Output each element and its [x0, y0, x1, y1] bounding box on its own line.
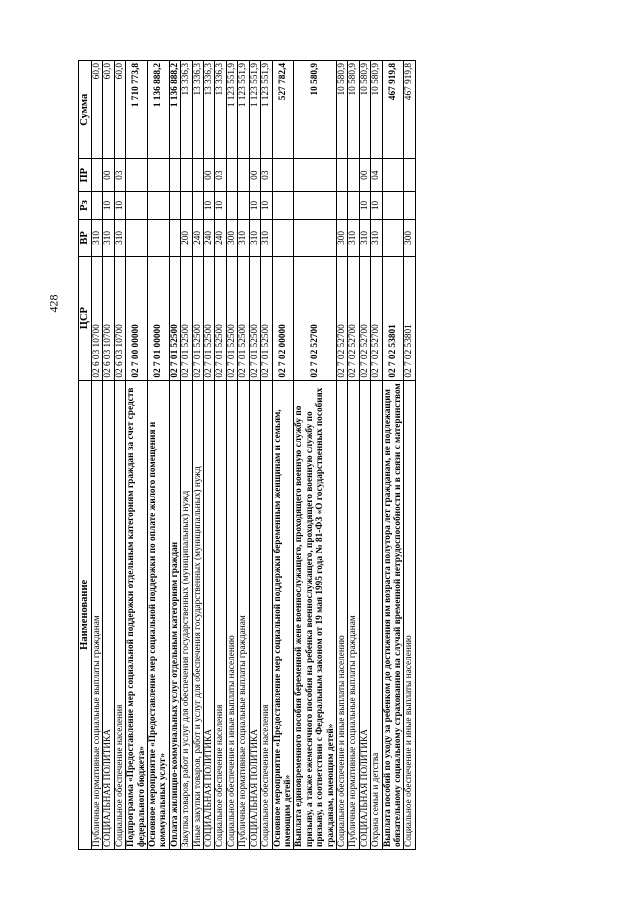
cell-name: Иные закупки товаров, работ и услуг для обеспечения государственных (муниципальных) нужд: [192, 380, 203, 849]
table-row: [261, 61, 272, 850]
cell-rz: 10: [249, 191, 260, 219]
cell-vr: 240: [215, 220, 226, 256]
cell-pr: [404, 159, 415, 191]
cell-sum: 13 336,3: [192, 61, 203, 160]
cell-vr: 310: [261, 220, 272, 256]
cell-csr: 02 7 02 52700: [336, 256, 347, 380]
cell-rz: [348, 191, 359, 219]
cell-rz: [181, 191, 192, 219]
cell-name: Публичные нормативные социальные выплаты гражданам: [92, 380, 103, 849]
cell-rz: [126, 191, 148, 219]
header-pr: ПР: [79, 159, 92, 191]
cell-name: СОЦИАЛЬНАЯ ПОЛИТИКА: [103, 380, 114, 849]
table-row: [103, 61, 114, 850]
table-row: [114, 61, 125, 850]
cell-name: Оплата жилищно-коммунальных услуг отдельным категориям граждан: [169, 380, 180, 849]
cell-vr: 240: [192, 220, 203, 256]
cell-pr: [336, 159, 347, 191]
cell-name: Социальное обеспечение и иные выплаты населению: [336, 380, 347, 849]
cell-csr: 02 7 01 52500: [204, 256, 215, 380]
cell-pr: [294, 159, 337, 191]
cell-csr: 02 6 03 10700: [92, 256, 103, 380]
cell-sum: 13 336,3: [181, 61, 192, 160]
cell-vr: 310: [114, 220, 125, 256]
cell-rz: 10: [261, 191, 272, 219]
cell-csr: 02 7 01 52500: [192, 256, 203, 380]
cell-csr: 02 7 01 00000: [148, 256, 170, 380]
table-row: [238, 61, 249, 850]
cell-rz: [92, 191, 103, 219]
cell-name: Закупка товаров, работ и услуг для обеспечения государственных (муниципальных) нужд: [181, 380, 192, 849]
cell-name: Публичные нормативные социальные выплаты гражданам: [238, 380, 249, 849]
cell-pr: 03: [261, 159, 272, 191]
cell-rz: 10: [371, 191, 382, 219]
cell-csr: 02 7 01 52500: [249, 256, 260, 380]
cell-sum: 1 136 888,2: [148, 61, 170, 160]
cell-sum: 10 580,9: [336, 61, 347, 160]
cell-name: Социальное обеспечение населения: [114, 380, 125, 849]
cell-rz: 10: [114, 191, 125, 219]
cell-vr: 310: [103, 220, 114, 256]
cell-csr: 02 7 02 52700: [371, 256, 382, 380]
cell-name: Основное мероприятие «Предоставление мер социальной поддержки по оплате жилого помещения и коммунальных услуг»: [148, 380, 170, 849]
cell-name: Подпрограмма «Предоставление мер социальной поддержки отдельным категориям граждан за счет средств федерального бюджета»: [126, 380, 148, 849]
cell-sum: 60,0: [92, 61, 103, 160]
cell-sum: 527 782,4: [272, 61, 294, 160]
cell-pr: 00: [204, 159, 215, 191]
cell-name: Социальное обеспечение и иные выплаты населению: [226, 380, 237, 849]
cell-csr: 02 7 00 00000: [126, 256, 148, 380]
cell-sum: 10 580,9: [348, 61, 359, 160]
cell-csr: 02 7 01 52500: [215, 256, 226, 380]
cell-vr: 300: [226, 220, 237, 256]
cell-vr: [272, 220, 294, 256]
cell-name: Основное мероприятие «Предоставление мер социальной поддержки беременным женщинам и семьям, имеющим детей»: [272, 380, 294, 849]
cell-rz: [226, 191, 237, 219]
cell-csr: 02 6 03 10700: [103, 256, 114, 380]
cell-vr: [382, 220, 404, 256]
cell-sum: 13 336,3: [215, 61, 226, 160]
table-header-row: [79, 61, 92, 850]
cell-pr: [92, 159, 103, 191]
cell-csr: 02 7 02 52700: [348, 256, 359, 380]
cell-pr: 03: [215, 159, 226, 191]
table-row: [404, 61, 415, 850]
table-row: [204, 61, 215, 850]
table-row: [348, 61, 359, 850]
cell-vr: [126, 220, 148, 256]
cell-csr: 02 7 01 52500: [238, 256, 249, 380]
cell-rz: [148, 191, 170, 219]
cell-name: СОЦИАЛЬНАЯ ПОЛИТИКА: [204, 380, 215, 849]
table-body: [92, 61, 416, 850]
cell-pr: [148, 159, 170, 191]
cell-pr: [348, 159, 359, 191]
table-row: [382, 61, 404, 850]
cell-pr: [382, 159, 404, 191]
cell-vr: 310: [238, 220, 249, 256]
budget-table-rotated-frame: [78, 60, 598, 850]
cell-sum: 1 123 551,9: [261, 61, 272, 160]
cell-name: Социальное обеспечение населения: [261, 380, 272, 849]
cell-name: Охрана семьи и детства: [371, 380, 382, 849]
table-row: [169, 61, 180, 850]
table-row: [192, 61, 203, 850]
cell-pr: [238, 159, 249, 191]
cell-sum: 1 123 551,9: [249, 61, 260, 160]
cell-pr: 00: [359, 159, 370, 191]
cell-csr: 02 7 02 00000: [272, 256, 294, 380]
table-row: [215, 61, 226, 850]
table-row: [294, 61, 337, 850]
cell-sum: 1 123 551,9: [226, 61, 237, 160]
table-row: [371, 61, 382, 850]
cell-pr: [169, 159, 180, 191]
cell-vr: 310: [92, 220, 103, 256]
cell-sum: 1 136 888,2: [169, 61, 180, 160]
cell-pr: 04: [371, 159, 382, 191]
cell-pr: [126, 159, 148, 191]
table-row: [249, 61, 260, 850]
cell-sum: 13 336,3: [204, 61, 215, 160]
cell-pr: 00: [103, 159, 114, 191]
cell-vr: [148, 220, 170, 256]
cell-csr: 02 6 03 10700: [114, 256, 125, 380]
table-row: [359, 61, 370, 850]
cell-rz: [192, 191, 203, 219]
cell-rz: 10: [204, 191, 215, 219]
cell-pr: [226, 159, 237, 191]
cell-rz: [238, 191, 249, 219]
cell-sum: 10 580,9: [371, 61, 382, 160]
cell-csr: 02 7 02 53801: [404, 256, 415, 380]
cell-pr: [272, 159, 294, 191]
cell-vr: 310: [371, 220, 382, 256]
cell-name: СОЦИАЛЬНАЯ ПОЛИТИКА: [249, 380, 260, 849]
cell-pr: [192, 159, 203, 191]
table-row: [226, 61, 237, 850]
cell-pr: 03: [114, 159, 125, 191]
cell-csr: 02 7 01 52500: [261, 256, 272, 380]
page-number: 428: [46, 294, 61, 312]
cell-vr: 310: [249, 220, 260, 256]
header-name: Наименование: [79, 380, 92, 849]
cell-sum: 10 580,9: [359, 61, 370, 160]
cell-pr: 00: [249, 159, 260, 191]
cell-vr: 240: [204, 220, 215, 256]
table-row: [181, 61, 192, 850]
cell-pr: [181, 159, 192, 191]
cell-vr: 300: [404, 220, 415, 256]
cell-rz: [404, 191, 415, 219]
cell-sum: 1 123 551,9: [238, 61, 249, 160]
header-rz: Рз: [79, 191, 92, 219]
cell-sum: 467 919,8: [382, 61, 404, 160]
budget-table: [78, 60, 416, 850]
cell-rz: [169, 191, 180, 219]
cell-csr: 02 7 01 52500: [181, 256, 192, 380]
cell-vr: 310: [348, 220, 359, 256]
cell-rz: [294, 191, 337, 219]
header-sum: Сумма: [79, 61, 92, 160]
cell-vr: 200: [181, 220, 192, 256]
budget-table-container: [78, 60, 598, 850]
table-row: [92, 61, 103, 850]
cell-rz: 10: [215, 191, 226, 219]
cell-csr: 02 7 02 52700: [359, 256, 370, 380]
cell-rz: [272, 191, 294, 219]
cell-vr: 300: [336, 220, 347, 256]
table-row: [272, 61, 294, 850]
table-row: [148, 61, 170, 850]
cell-sum: 467 919,8: [404, 61, 415, 160]
cell-rz: 10: [359, 191, 370, 219]
cell-name: Публичные нормативные социальные выплаты гражданам: [348, 380, 359, 849]
cell-vr: 310: [359, 220, 370, 256]
cell-sum: 10 580,9: [294, 61, 337, 160]
table-row: [126, 61, 148, 850]
cell-name: СОЦИАЛЬНАЯ ПОЛИТИКА: [359, 380, 370, 849]
header-vr: ВР: [79, 220, 92, 256]
cell-csr: 02 7 02 52700: [294, 256, 337, 380]
table-row: [336, 61, 347, 850]
cell-name: Социальное обеспечение населения: [215, 380, 226, 849]
cell-csr: 02 7 02 53801: [382, 256, 404, 380]
cell-name: Выплата пособий по уходу за ребенком до достижения им возраста полутора лет гражданам, не подлежащим обязательному социальному страхованию на случай временной нетрудоспособности и в связи с материнством: [382, 380, 404, 849]
cell-csr: 02 7 01 52500: [169, 256, 180, 380]
cell-sum: 1 710 773,8: [126, 61, 148, 160]
cell-sum: 60,0: [103, 61, 114, 160]
cell-name: Социальное обеспечение и иные выплаты населению: [404, 380, 415, 849]
cell-vr: [294, 220, 337, 256]
cell-name: Выплата единовременного пособия беременной жене военнослужащего, проходящего военную службу по призыву, а также ежемесячного пособия на ребенка военнослужащего, проходящего военную службу по призыву, в соответствии с Федеральным законом от 19 мая 1995 года № 81-ФЗ «О государственных пособиях гражданам, имеющим детей»: [294, 380, 337, 849]
cell-csr: 02 7 01 52500: [226, 256, 237, 380]
cell-sum: 60,0: [114, 61, 125, 160]
cell-rz: 10: [103, 191, 114, 219]
cell-rz: [382, 191, 404, 219]
header-csr: ЦСР: [79, 256, 92, 380]
cell-vr: [169, 220, 180, 256]
cell-rz: [336, 191, 347, 219]
